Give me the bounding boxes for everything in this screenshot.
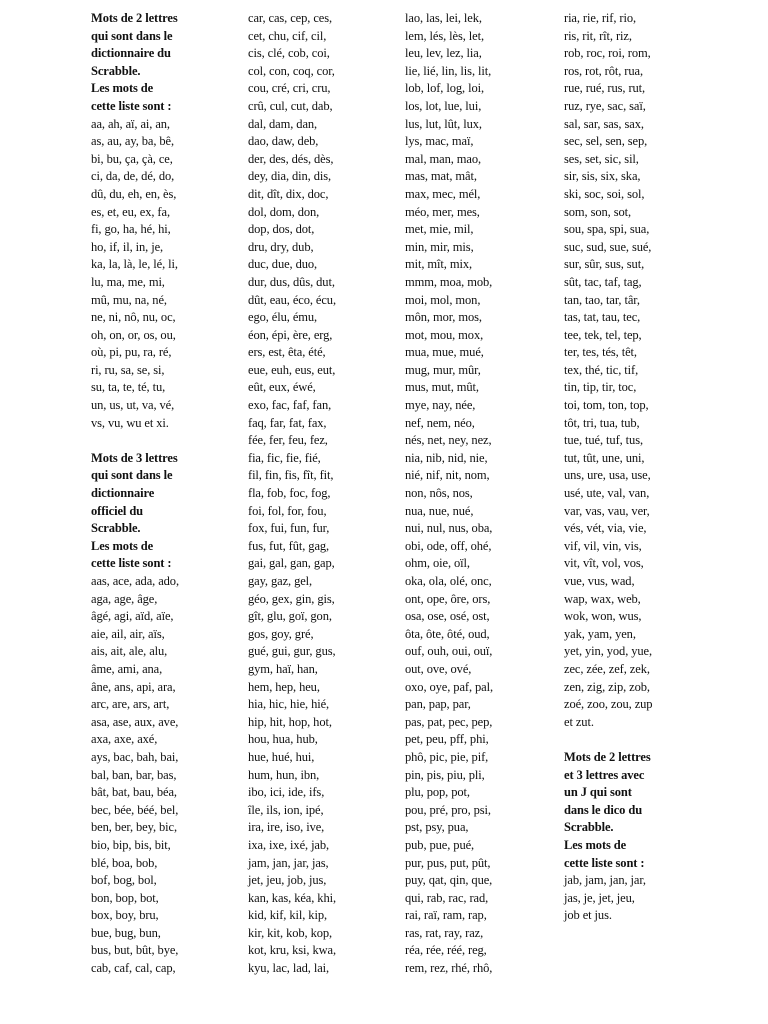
section-heading-line: un J qui sont — [564, 785, 632, 800]
word-list-line: moi, mol, mon, — [405, 292, 481, 307]
word-list-line: fia, fic, fie, fié, — [248, 450, 321, 465]
word-list-line: eue, euh, eus, eut, — [248, 362, 336, 377]
section-heading-line: qui sont dans le — [91, 28, 173, 43]
word-list-line: jet, jeu, job, jus, — [248, 873, 327, 888]
word-list-line: fi, go, ha, hé, hi, — [91, 222, 171, 237]
word-list-line: gay, gaz, gel, — [248, 574, 313, 588]
word-list-line: som, son, sot, — [564, 204, 632, 219]
block-spacer — [564, 731, 724, 749]
section-heading-line: officiel du — [91, 503, 144, 518]
word-list-line: ira, ire, iso, ive, — [248, 820, 325, 835]
word-list-line: cab, caf, cal, cap, — [91, 961, 176, 976]
word-list-line: duc, due, duo, — [248, 257, 318, 272]
word-list-line: âme, ami, ana, — [91, 661, 163, 676]
word-list-line: tut, tût, une, uni, — [564, 450, 645, 465]
word-list-line: bus, but, bût, bye, — [91, 943, 179, 958]
word-list-line: faq, far, fat, fax, — [248, 415, 327, 430]
word-list-line: non, nôs, nos, — [405, 486, 473, 501]
section-heading-line: cette liste sont : — [91, 556, 172, 571]
word-list-line: cis, clé, cob, coi, — [248, 46, 330, 61]
word-list-line: nua, nue, nué, — [405, 503, 474, 518]
word-list-line: su, ta, te, té, tu, — [91, 380, 166, 395]
word-list-line: rem, rez, rhé, rhô, — [405, 961, 493, 976]
word-list-line: arc, are, ars, art, — [91, 697, 170, 712]
word-list-line: min, mir, mis, — [405, 239, 474, 254]
word-list-line: île, ils, ion, ipé, — [248, 802, 324, 817]
word-list-line: pan, pap, par, — [405, 697, 471, 712]
word-list-line: bi, bu, ça, çà, ce, — [91, 151, 173, 166]
word-list-line: rai, raï, ram, rap, — [405, 908, 487, 923]
word-list-line: ibo, ici, ide, ifs, — [248, 785, 325, 800]
word-list-line: crû, cul, cut, dab, — [248, 98, 333, 113]
word-list-line: oxo, oye, paf, pal, — [405, 679, 494, 694]
word-list-line: job et jus. — [564, 908, 612, 923]
word-list-line: gué, gui, gur, gus, — [248, 644, 336, 659]
word-list-line: ôta, ôte, ôté, oud, — [405, 626, 490, 641]
word-list-line: géo, gex, gin, gis, — [248, 591, 335, 606]
word-list-line: lus, lut, lût, lux, — [405, 116, 482, 131]
word-list-line: éon, épi, ère, erg, — [248, 327, 333, 342]
section-heading-line: Mots de 2 lettres — [91, 11, 178, 25]
word-list-line: mit, mît, mix, — [405, 257, 473, 272]
section-heading-line: cette liste sont : — [91, 98, 172, 113]
word-list-line: gym, haï, han, — [248, 661, 318, 676]
word-list-line: mal, man, mao, — [405, 151, 482, 166]
word-list-line: jas, je, jet, jeu, — [564, 890, 635, 905]
word-list-line: kyu, lac, lad, lai, — [248, 961, 330, 976]
word-list-line: out, ove, ové, — [405, 661, 472, 676]
word-list-line: bât, bat, bau, béa, — [91, 785, 177, 800]
word-list-line: vif, vil, vin, vis, — [564, 538, 642, 553]
word-list-line: cou, cré, cri, cru, — [248, 81, 331, 96]
word-list-line: ben, ber, bey, bic, — [91, 820, 177, 835]
word-list-line: sou, spa, spi, sua, — [564, 222, 650, 237]
word-list-line: zec, zée, zef, zek, — [564, 661, 650, 676]
word-list-line: hum, hun, ibn, — [248, 767, 320, 782]
column-1 — [91, 10, 251, 978]
word-list-line: phô, pic, pie, pif, — [405, 749, 489, 764]
word-list-line: wok, won, wus, — [564, 609, 642, 624]
word-list-line: suc, sud, sue, sué, — [564, 239, 652, 254]
word-list-line: sût, tac, taf, tag, — [564, 274, 642, 289]
word-list-line: ros, rot, rôt, rua, — [564, 63, 643, 78]
word-list-line: bon, bop, bot, — [91, 890, 159, 905]
word-list-line: nia, nib, nid, nie, — [405, 450, 488, 465]
word-list-line: aas, ace, ada, ado, — [91, 574, 179, 588]
word-list-line: aie, ail, air, aïs, — [91, 626, 165, 641]
word-list-line: réa, rée, réé, reg, — [405, 943, 487, 958]
word-list-line: ohm, oie, oïl, — [405, 556, 470, 571]
word-list-line: cet, chu, cif, cil, — [248, 28, 327, 43]
word-list-line: dût, eau, éco, écu, — [248, 292, 336, 307]
section-heading-line: Mots de 2 lettres — [564, 749, 651, 764]
word-list-line: wap, wax, web, — [564, 591, 641, 606]
word-list-line: axa, axe, axé, — [91, 732, 158, 747]
word-list-line: kir, kit, kob, kop, — [248, 925, 333, 940]
word-list-line: méo, mer, mes, — [405, 204, 480, 219]
word-list-line: dop, dos, dot, — [248, 222, 315, 237]
word-list-line: plu, pop, pot, — [405, 785, 470, 800]
word-list-line: car, cas, cep, ces, — [248, 11, 333, 25]
word-list-line: eût, eux, éwé, — [248, 380, 316, 395]
word-list-line: tin, tip, tir, toc, — [564, 380, 637, 395]
word-list-line: osa, ose, osé, ost, — [405, 609, 490, 624]
section-heading-line: Scrabble. — [564, 820, 614, 835]
word-list-line: vit, vît, vol, vos, — [564, 556, 644, 571]
word-list-line: mye, nay, née, — [405, 398, 476, 413]
word-list-line: fil, fin, fis, fît, fit, — [248, 468, 334, 483]
column-2 — [248, 10, 408, 978]
word-list-line: mug, mur, mûr, — [405, 362, 481, 377]
word-list-line: vés, vét, via, vie, — [564, 521, 647, 536]
word-list-line: dao, daw, deb, — [248, 134, 319, 149]
word-list-line: kid, kif, kil, kip, — [248, 908, 328, 923]
word-list-line: yak, yam, yen, — [564, 626, 636, 641]
word-list-line: los, lot, lue, lui, — [405, 98, 482, 113]
word-list-line: dru, dry, dub, — [248, 239, 314, 254]
word-list-line: rue, rué, rus, rut, — [564, 81, 646, 96]
word-list-line: où, pi, pu, ra, ré, — [91, 345, 172, 360]
word-list-line: nui, nul, nus, oba, — [405, 521, 493, 536]
word-list-line: rob, roc, roi, rom, — [564, 46, 651, 61]
word-list-line: kan, kas, kéa, khi, — [248, 890, 337, 905]
word-list-line: tee, tek, tel, tep, — [564, 327, 642, 342]
word-list-line: lob, lof, log, loi, — [405, 81, 485, 96]
section-heading-line: qui sont dans le — [91, 468, 173, 483]
word-list-line: vs, vu, wu et xi. — [91, 415, 169, 430]
word-list-line: dol, dom, don, — [248, 204, 320, 219]
word-list-line: ixa, ixe, ixé, jab, — [248, 837, 330, 852]
word-list-line: usé, ute, val, van, — [564, 486, 650, 501]
word-list-line: asa, ase, aux, ave, — [91, 714, 179, 729]
word-list-line: blé, boa, bob, — [91, 855, 158, 870]
word-list-line: pur, pus, put, pût, — [405, 855, 491, 870]
word-list-line: lys, mac, maï, — [405, 134, 474, 149]
word-list-line: oh, on, or, os, ou, — [91, 327, 176, 342]
word-list-line: âne, ans, api, ara, — [91, 679, 176, 694]
section-heading-line: et 3 lettres avec — [564, 767, 645, 782]
word-list-line: hue, hué, hui, — [248, 749, 315, 764]
word-list-line: fus, fut, fût, gag, — [248, 538, 330, 553]
section-heading-line: dictionnaire — [91, 486, 155, 501]
word-list-line: lu, ma, me, mi, — [91, 274, 165, 289]
word-list-line: toi, tom, ton, top, — [564, 398, 649, 413]
word-list-line: ego, élu, ému, — [248, 310, 318, 325]
word-list-line: sec, sel, sen, sep, — [564, 134, 648, 149]
word-list-line: pin, pis, piu, pli, — [405, 767, 485, 782]
section-heading-line: Scrabble. — [91, 521, 141, 536]
word-list-line: pub, pue, pué, — [405, 837, 475, 852]
word-list-line: bec, bée, béé, bel, — [91, 802, 179, 817]
word-list-line: hip, hit, hop, hot, — [248, 714, 332, 729]
block-spacer — [91, 432, 251, 450]
word-list-line: ras, rat, ray, raz, — [405, 925, 484, 940]
word-list-line: dur, dus, dûs, dut, — [248, 274, 335, 289]
word-list-line: ho, if, il, in, je, — [91, 239, 164, 254]
word-list-line: ruz, rye, sac, saï, — [564, 98, 646, 113]
section-heading-line: dictionnaire du — [91, 46, 171, 61]
word-list-line: pet, peu, pff, phi, — [405, 732, 489, 747]
word-list-line: met, mie, mil, — [405, 222, 474, 237]
word-list-line: ci, da, de, dé, do, — [91, 169, 175, 184]
word-list-line: sal, sar, sas, sax, — [564, 116, 644, 131]
word-list-line: ais, ait, ale, alu, — [91, 644, 168, 659]
word-list-line: mas, mat, mât, — [405, 169, 477, 184]
word-list-line: âgé, agi, aïd, aïe, — [91, 609, 174, 624]
word-list-line: jab, jam, jan, jar, — [564, 873, 646, 888]
word-list-line: dit, dît, dix, doc, — [248, 186, 329, 201]
word-list-line: môn, mor, mos, — [405, 310, 482, 325]
section-heading-line: Les mots de — [91, 538, 154, 553]
word-list-line: mû, mu, na, né, — [91, 292, 167, 307]
word-list-line: ers, est, êta, été, — [248, 345, 326, 360]
word-list-line: es, et, eu, ex, fa, — [91, 204, 170, 219]
word-list-line: tôt, tri, tua, tub, — [564, 415, 640, 430]
word-list-line: var, vas, vau, ver, — [564, 503, 650, 518]
word-list-line: gît, glu, goï, gon, — [248, 609, 332, 624]
word-list-line: lem, lés, lès, let, — [405, 28, 484, 43]
word-list-line: ses, set, sic, sil, — [564, 151, 639, 166]
word-list-line: exo, fac, faf, fan, — [248, 398, 332, 413]
column-4 — [564, 10, 724, 925]
word-list-line: ays, bac, bah, bai, — [91, 749, 179, 764]
word-list-line: uns, ure, usa, use, — [564, 468, 651, 483]
word-list-line: der, des, dés, dès, — [248, 151, 334, 166]
word-list-line: gos, goy, gré, — [248, 626, 314, 641]
word-list-line: tex, thé, tic, tif, — [564, 362, 639, 377]
word-list-line: nef, nem, néo, — [405, 415, 475, 430]
word-list-line: bio, bip, bis, bit, — [91, 837, 171, 852]
word-list-line: gai, gal, gan, gap, — [248, 556, 335, 571]
word-list-line: un, us, ut, va, vé, — [91, 398, 175, 413]
word-list-line: zoé, zoo, zou, zup — [564, 697, 653, 712]
word-list-line: kot, kru, ksi, kwa, — [248, 943, 337, 958]
word-list-line: ri, ru, sa, se, si, — [91, 362, 165, 377]
word-list-line: et zut. — [564, 714, 594, 729]
word-list-line: ter, tes, tés, têt, — [564, 345, 637, 360]
word-list-line: fée, fer, feu, fez, — [248, 433, 328, 448]
word-list-line: fla, fob, foc, fog, — [248, 486, 331, 501]
word-list-line: hem, hep, heu, — [248, 679, 320, 694]
word-list-line: ris, rit, rît, riz, — [564, 28, 632, 43]
word-list-line: puy, qat, qin, que, — [405, 873, 493, 888]
word-list-line: mua, mue, mué, — [405, 345, 484, 360]
word-list-line: pou, pré, pro, psi, — [405, 802, 491, 817]
word-list-line: bue, bug, bun, — [91, 925, 161, 940]
word-list-line: mot, mou, mox, — [405, 327, 484, 342]
column-3 — [405, 10, 565, 978]
word-list-line: nés, net, ney, nez, — [405, 433, 492, 448]
word-list-line: tan, tao, tar, târ, — [564, 292, 640, 307]
word-list-line: obi, ode, off, ohé, — [405, 538, 492, 553]
section-heading-line: Les mots de — [564, 837, 627, 852]
section-heading-line: Les mots de — [91, 81, 154, 96]
word-list-line: bof, bog, bol, — [91, 873, 157, 888]
word-list-line: ouf, ouh, oui, ouï, — [405, 644, 493, 659]
section-heading-line: cette liste sont : — [564, 855, 645, 870]
word-list-line: aa, ah, aï, ai, an, — [91, 116, 170, 131]
word-list-line: lie, lié, lin, lis, lit, — [405, 63, 492, 78]
word-list-line: hou, hua, hub, — [248, 732, 318, 747]
word-list-line: dal, dam, dan, — [248, 116, 318, 131]
word-list-line: box, boy, bru, — [91, 908, 159, 923]
word-list-line: mmm, moa, mob, — [405, 274, 493, 289]
word-list-line: sur, sûr, sus, sut, — [564, 257, 645, 272]
word-list-line: pst, psy, pua, — [405, 820, 469, 835]
section-heading-line: dans le dico du — [564, 802, 643, 817]
word-list-line: yet, yin, yod, yue, — [564, 644, 653, 659]
section-heading-line: Scrabble. — [91, 63, 141, 78]
word-list-line: col, con, coq, cor, — [248, 63, 335, 78]
word-list-line: foi, fol, for, fou, — [248, 503, 327, 518]
word-list-line: pas, pat, pec, pep, — [405, 714, 493, 729]
word-list-line: as, au, ay, ba, bê, — [91, 134, 175, 149]
word-list-line: fox, fui, fun, fur, — [248, 521, 330, 536]
word-list-line: aga, age, âge, — [91, 591, 158, 606]
word-list-line: ne, ni, nô, nu, oc, — [91, 310, 176, 325]
word-list-line: ria, rie, rif, rio, — [564, 11, 637, 25]
word-list-line: mus, mut, mût, — [405, 380, 479, 395]
word-list-line: dû, du, eh, en, ès, — [91, 186, 177, 201]
section-heading-line: Mots de 3 lettres — [91, 450, 178, 465]
word-list-line: oka, ola, olé, onc, — [405, 574, 492, 588]
word-list-line: sir, sis, six, ska, — [564, 169, 641, 184]
word-list-line: qui, rab, rac, rad, — [405, 890, 489, 905]
word-list-line: tue, tué, tuf, tus, — [564, 433, 643, 448]
word-list-line: leu, lev, lez, lia, — [405, 46, 482, 61]
word-list-line: tas, tat, tau, tec, — [564, 310, 641, 325]
word-list-line: ski, soc, soi, sol, — [564, 186, 645, 201]
word-list-line: bal, ban, bar, bas, — [91, 767, 177, 782]
word-list-line: ont, ope, ôre, ors, — [405, 591, 491, 606]
word-list-line: hia, hic, hie, hié, — [248, 697, 330, 712]
word-list-line: dey, dia, din, dis, — [248, 169, 332, 184]
word-list-line: ka, la, là, le, lé, li, — [91, 257, 178, 272]
word-list-line: lao, las, lei, lek, — [405, 11, 482, 25]
word-list-line: nié, nif, nit, nom, — [405, 468, 490, 483]
word-list-line: zen, zig, zip, zob, — [564, 679, 650, 694]
word-list-line: vue, vus, wad, — [564, 574, 635, 588]
word-list-line: max, mec, mél, — [405, 186, 481, 201]
word-list-line: jam, jan, jar, jas, — [248, 855, 329, 870]
